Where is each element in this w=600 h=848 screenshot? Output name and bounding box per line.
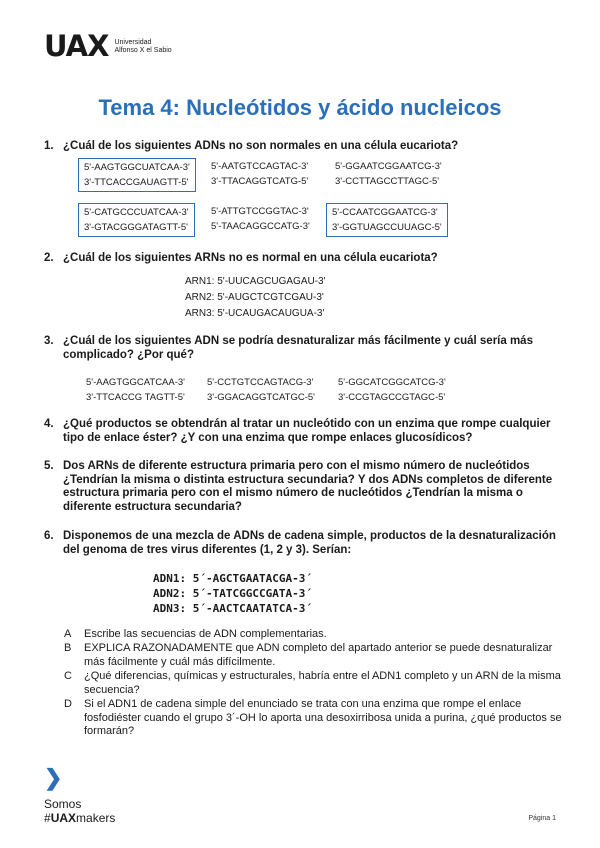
arn-item: ARN2: 5'-AUGCTCGTCGAU-3'	[185, 292, 324, 303]
chevron-right-icon: ❯	[44, 765, 63, 790]
question-1: 1. ¿Cuál de los siguientes ADNs no son normales en una célula eucariota?	[44, 140, 459, 152]
page-title: Tema 4: Nucleótidos y ácido nucleicos	[98, 95, 502, 120]
dna-sequence: 5'-AATGTCCAGTAC-3' 3'-TTACAGGTCATG-5'	[211, 161, 309, 187]
dna-sequence: 5'-GGAATCGGAATCG-3' 3'-CCTTAGCCTTAGC-5'	[335, 161, 442, 187]
arn-list	[185, 274, 326, 322]
dna-sequence: 5'-GGCATCGGCATCG-3' 3'-CCGTAGCCGTAGC-5'	[338, 377, 446, 403]
logo-mark: UAX	[44, 29, 109, 63]
option-a: A Escribe las secuencias de ADN complementarias.	[64, 628, 327, 640]
uax-logo	[44, 29, 172, 63]
question-6: 6. Disponemos de una mezcla de ADNs de cadena simple, productos de la desnaturalización del genoma de tres virus diferentes (1, 2 y 3). Serían:	[44, 530, 556, 556]
page-number: Página 1	[528, 815, 556, 822]
arn-item: ARN3: 5'-UCAUGACAUGUA-3'	[185, 308, 325, 319]
footer-slogan: Somos #UAXmakers	[44, 797, 116, 825]
dna-item: ADN3: 5´-AACTCAATATCA-3´	[153, 602, 312, 615]
question-2: 2. ¿Cuál de los siguientes ARNs no es normal en una célula eucariota?	[44, 252, 438, 264]
dna-sequence: 5'-ATTGTCCGGTAC-3' 5'-TAACAGGCCATG-3'	[211, 206, 310, 232]
dna-list	[153, 571, 312, 616]
option-c: C ¿Qué diferencias, químicas y estructurales, habría entre el ADN1 completo y un ARN de la misma secuencia?	[64, 670, 561, 696]
dna-item: ADN1: 5´-AGCTGAATACGA-3´	[153, 572, 312, 585]
question-3: 3. ¿Cuál de los siguientes ADN se podría desnaturalizar más fácilmente y cuál sería más complicado? ¿Por qué?	[44, 335, 533, 361]
logo-subtitle: Universidad Alfonso X el Sabio	[114, 38, 172, 54]
dna-sequence: 5'-CCTGTCCAGTACG-3' 3'-GGACAGGTCATGC-5'	[207, 377, 315, 403]
option-b: B EXPLICA RAZONADAMENTE que ADN completo del apartado anterior se puede desnaturalizar más fácilmente y cuál más difícilmente.	[64, 642, 553, 668]
dna-sequence-box: 5'-CATGCCCUATCAA-3' 3'-GTACGGGATAGTT-5'	[78, 203, 195, 237]
dna-sequence: 5'-AAGTGGCATCAA-3' 3'-TTCACCG TAGTT-5'	[86, 377, 185, 403]
option-d: D Si el ADN1 de cadena simple del enunciado se trata con una enzima que rompe el enlace fosfodiéster cuando el grupo 3´-OH lo aporta una desoxirribosa unida a purina, ¿qué productos se formarán?	[64, 698, 562, 737]
question-4: 4. ¿Qué productos se obtendrán al tratar un nucleótido con un enzima que rompe cualquier tipo de enlace éster? ¿Y con una enzima que rompe enlaces glucosídicos?	[44, 418, 551, 444]
question-5: 5. Dos ARNs de diferente estructura primaria pero con el mismo número de nucleótidos ¿Tendrían la misma o distinta estructura secundaria? Y dos ADNs completos de diferente estructura primaria pero con el mismo número de nucleótidos ¿Tendrían la misma o diferente estructura secundaria?	[44, 460, 553, 513]
dna-item: ADN2: 5´-TATCGGCCGATA-3´	[153, 587, 312, 600]
dna-sequence-box: 5'-CCAATCGGAATCG-3' 3'-GGTUAGCCUUAGC-5'	[326, 203, 448, 237]
arn-item: ARN1: 5'-UUCAGCUGAGAU-3'	[185, 276, 326, 287]
dna-sequence-box: 5'-AAGTGGCUATCAA-3' 3'-TTCACCGAUAGTT-5'	[78, 158, 196, 192]
